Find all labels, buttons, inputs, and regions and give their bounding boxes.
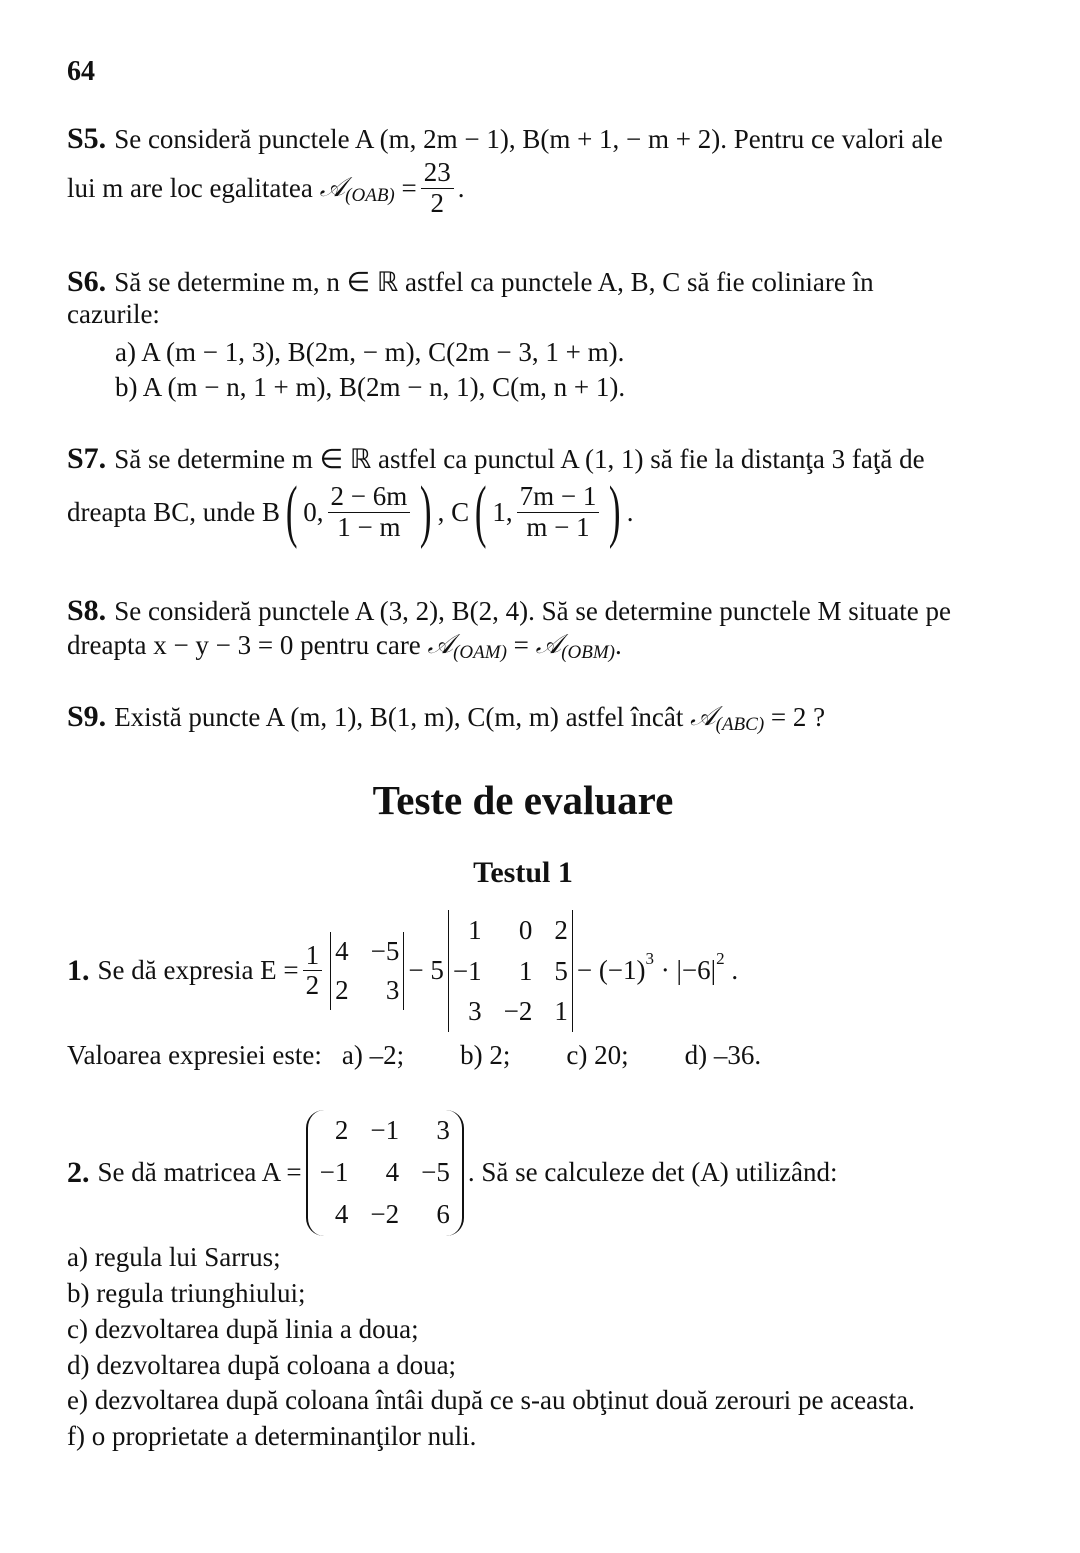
p2-text: Se dă matricea A = bbox=[97, 1157, 302, 1188]
cell: −2 bbox=[503, 996, 533, 1026]
p1-label: 1. bbox=[67, 953, 90, 987]
s9-label: S9. bbox=[67, 700, 107, 733]
section-heading: Teste de evaluare bbox=[372, 777, 674, 823]
p1-answers bbox=[67, 1040, 761, 1071]
p2-label: 2. bbox=[67, 1155, 90, 1189]
cell: −1 bbox=[370, 1115, 400, 1145]
cell: 5 bbox=[554, 955, 568, 986]
s5-sub: (OAB) bbox=[345, 185, 395, 207]
option-a: a) –2; bbox=[341, 1040, 405, 1070]
cell: 1 bbox=[554, 996, 568, 1026]
period: . bbox=[731, 955, 739, 986]
option-c: c) 20; bbox=[566, 1040, 629, 1070]
abs-term: · |−6| bbox=[660, 955, 717, 986]
s9-text: Există puncte A (m, 1), B(1, m), C(m, m) astfel încât bbox=[114, 701, 684, 732]
s6-label: S6. bbox=[67, 265, 107, 298]
denominator: 1 − m bbox=[337, 511, 401, 542]
numerator: 7m − 1 bbox=[517, 482, 600, 513]
p2-item: e) dezvoltarea după coloana întâi după ce s-au obţinut două zerouri pe aceasta. bbox=[67, 1385, 915, 1415]
period: . bbox=[626, 496, 634, 527]
eq: = bbox=[401, 172, 417, 203]
b-fraction bbox=[328, 482, 411, 542]
p2-item: b) regula triunghiului; bbox=[67, 1278, 306, 1308]
c-fraction bbox=[517, 482, 600, 542]
b-x: 0, bbox=[303, 496, 324, 527]
exponent: 3 bbox=[645, 948, 655, 968]
matrix-a bbox=[306, 1110, 464, 1236]
paren: ) bbox=[420, 473, 432, 550]
s8-label: S8. bbox=[67, 594, 107, 627]
paren: ) bbox=[609, 473, 621, 550]
problem-2 bbox=[67, 1110, 837, 1236]
denominator: m − 1 bbox=[526, 511, 590, 542]
s6-text: Să se determine m, n ∈ ℝ astfel ca punctele A, B, C să fie coliniare în bbox=[114, 266, 874, 297]
answer-label: Valoarea expresiei este: bbox=[67, 1040, 322, 1070]
s7-text: Să se determine m ∈ ℝ astfel ca punctul A (1, 1) să fie la distanţa 3 faţă de bbox=[114, 443, 925, 474]
s6-line1 bbox=[67, 265, 874, 299]
sub: (OBM) bbox=[561, 642, 615, 663]
period: . bbox=[615, 629, 622, 660]
cell: 3 bbox=[468, 996, 482, 1026]
cell: 1 bbox=[468, 915, 482, 945]
paren: ( bbox=[285, 473, 298, 550]
area-symbol: 𝒜 bbox=[319, 172, 346, 204]
p2-tail: . Să se calculeze det (A) utilizând: bbox=[467, 1157, 838, 1188]
cell: −5 bbox=[370, 935, 400, 966]
c-x: 1, bbox=[492, 496, 513, 527]
s9-line bbox=[67, 700, 825, 734]
s5-line1 bbox=[67, 122, 943, 156]
cell: 6 bbox=[436, 1198, 450, 1229]
area-symbol: 𝒜 bbox=[535, 629, 562, 660]
cell: 4 bbox=[334, 1198, 349, 1229]
page-number: 64 bbox=[67, 56, 95, 87]
s7-text2: dreapta BC, unde B bbox=[67, 496, 280, 527]
p2-item: a) regula lui Sarrus; bbox=[67, 1242, 281, 1272]
s5-fraction bbox=[421, 158, 454, 218]
s8-line2 bbox=[67, 629, 622, 661]
eq: = bbox=[513, 629, 529, 660]
cell: 1 bbox=[518, 955, 533, 986]
s5-text: Se consideră punctele A (m, 2m − 1), B(m + 1, − m + 2). Pentru ce valori ale bbox=[114, 123, 943, 154]
test-title: Testul 1 bbox=[473, 856, 573, 889]
s6-item-b: b) A (m − n, 1 + m), B(2m − n, 1), C(m, n + 1). bbox=[115, 372, 626, 402]
numerator: 2 − 6m bbox=[328, 482, 411, 513]
cell: 2 bbox=[335, 974, 349, 1005]
det-2x2 bbox=[330, 932, 404, 1010]
cell: 3 bbox=[436, 1115, 450, 1145]
s8-line1 bbox=[67, 594, 951, 628]
numerator: 1 bbox=[303, 941, 323, 972]
option-b: b) 2; bbox=[460, 1040, 511, 1070]
minus-five: − 5 bbox=[408, 955, 444, 986]
s5-text2: lui m are loc egalitatea bbox=[67, 172, 313, 203]
paren: ( bbox=[474, 473, 487, 550]
cell: −5 bbox=[421, 1156, 450, 1187]
p1-text: Se dă expresia E = bbox=[97, 955, 299, 986]
tail: − (−1) bbox=[576, 955, 646, 986]
option-d: d) –36. bbox=[684, 1040, 762, 1070]
exponent: 2 bbox=[716, 948, 725, 968]
s7-line2 bbox=[67, 472, 633, 552]
denominator: 2 bbox=[305, 970, 320, 1001]
s7-label: S7. bbox=[67, 442, 107, 475]
s7-line1 bbox=[67, 442, 925, 476]
numerator: 23 bbox=[421, 158, 454, 189]
cell: −2 bbox=[370, 1198, 400, 1229]
cell: −1 bbox=[452, 955, 482, 986]
denominator: 2 bbox=[430, 187, 444, 218]
sub: (OAM) bbox=[453, 642, 507, 663]
problem-1 bbox=[67, 910, 738, 1032]
p2-item: c) dezvoltarea după linia a doua; bbox=[67, 1314, 419, 1344]
half bbox=[303, 941, 323, 1001]
cell: 4 bbox=[385, 1156, 400, 1187]
s9-end: = 2 ? bbox=[770, 701, 826, 732]
det-3x3 bbox=[448, 910, 573, 1032]
c-label: , C bbox=[437, 496, 470, 527]
cell: 2 bbox=[554, 915, 568, 945]
cell: −1 bbox=[319, 1156, 349, 1187]
s6-line2: cazurile: bbox=[67, 299, 160, 329]
area-symbol: 𝒜 bbox=[690, 701, 716, 732]
s6-item-a: a) A (m − 1, 3), B(2m, − m), C(2m − 3, 1 + m). bbox=[115, 337, 625, 367]
cell: 0 bbox=[518, 915, 533, 945]
s5-label: S5. bbox=[67, 122, 107, 155]
s8-text: Se consideră punctele A (3, 2), B(2, 4). Să se determine punctele M situate pe bbox=[114, 595, 951, 626]
s5-line2 bbox=[67, 158, 465, 218]
period: . bbox=[457, 172, 465, 203]
cell: 3 bbox=[385, 974, 400, 1005]
cell: 2 bbox=[334, 1115, 349, 1145]
p2-item: f) o proprietate a determinanţilor nuli. bbox=[67, 1421, 477, 1451]
s8-text2: dreapta x − y − 3 = 0 pentru care bbox=[67, 629, 421, 660]
area-symbol: 𝒜 bbox=[427, 629, 454, 660]
p2-item: d) dezvoltarea după coloana a doua; bbox=[67, 1350, 457, 1380]
sub: (ABC) bbox=[715, 714, 765, 735]
cell: 4 bbox=[335, 935, 349, 966]
